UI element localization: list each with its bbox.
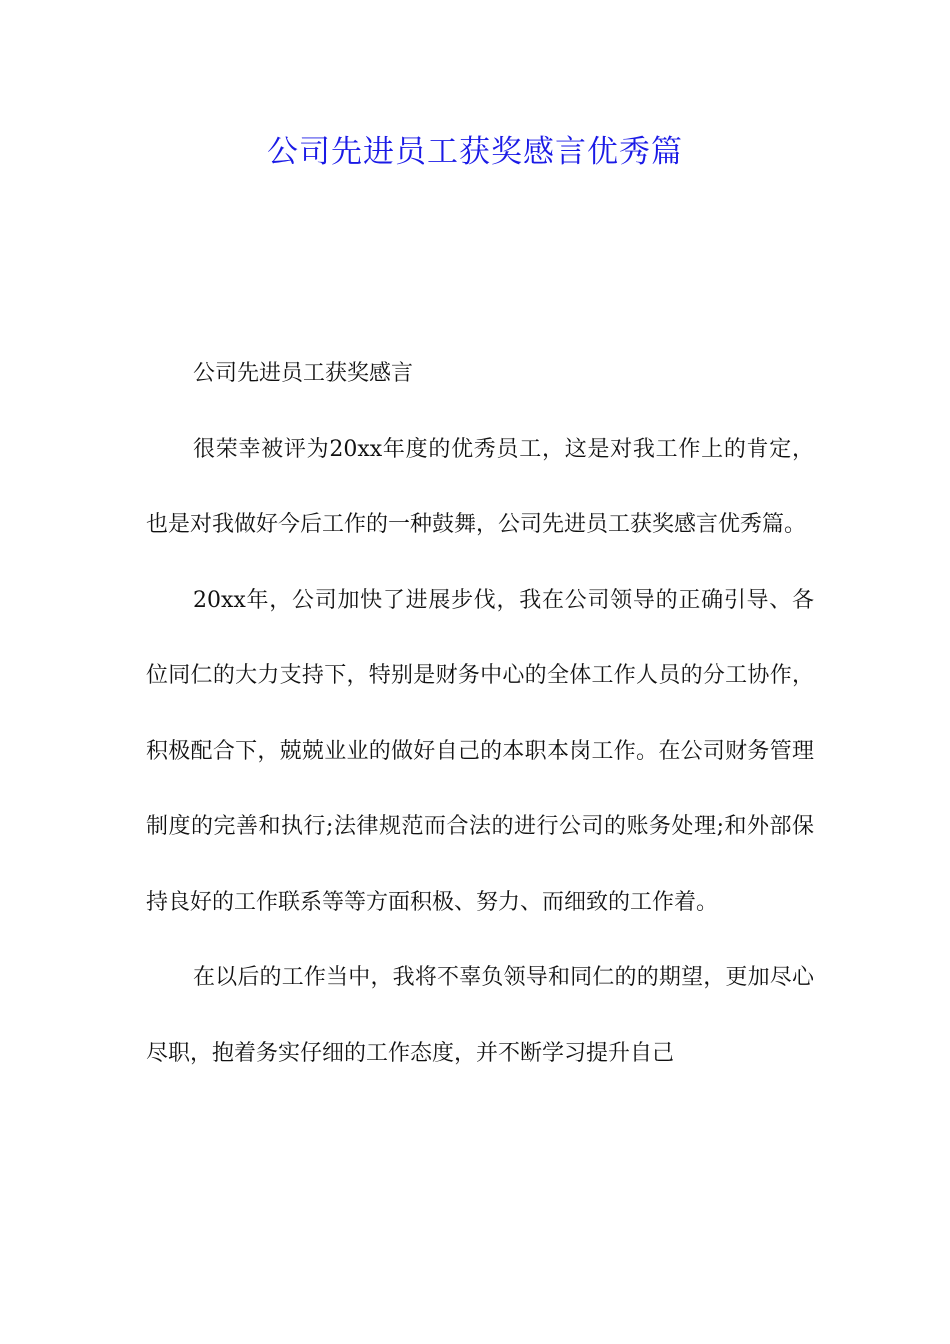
paragraph-subtitle: 公司先进员工获奖感言 [193,361,414,386]
document-body [146,336,814,1091]
paragraph-work-review: 20xx年，公司加快了进展步伐，我在公司领导的正确引导、各位同仁的大力支持下，特别是财务中心的全体工作人员的分工协作，积极配合下，兢兢业业的做好自己的本职本岗工作。在公司财务管理制度的完善和执行;法律规范而合法的进行公司的账务处理;和外部保持良好的工作联系等等方面积极、努力、而细致的工作着。 [146,587,814,915]
paragraph-intro: 很荣幸被评为20xx年度的优秀员工，这是对我工作上的肯定，也是对我做好今后工作的一种鼓舞，公司先进员工获奖感言优秀篇。 [146,436,814,537]
document-title: 公司先进员工获奖感言优秀篇 [267,134,683,170]
paragraph-future-plan: 在以后的工作当中，我将不辜负领导和同仁的的期望，更加尽心尽职，抱着务实仔细的工作态度，并不断学习提升自己 [146,965,814,1066]
